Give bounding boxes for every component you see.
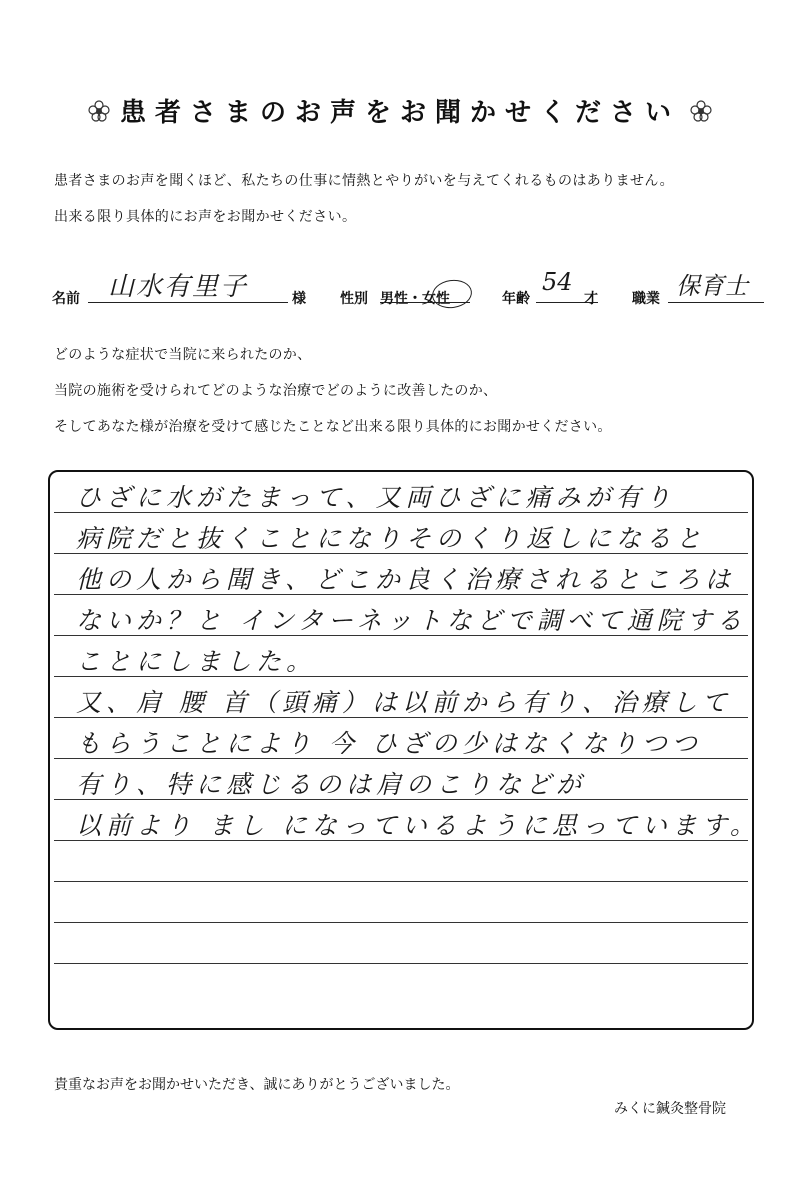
question-1: どのような症状で当院に来られたのか、 (54, 347, 312, 363)
patient-info-row (44, 268, 764, 312)
question-3: そしてあなた様が治療を受けて感じたことなど出来る限り具体的にお聞かせください。 (54, 419, 612, 435)
ruled-line (54, 881, 748, 882)
name-value: 山水有里子 (108, 272, 249, 302)
response-line: 有り、特に感じるのは肩のこりなどが (76, 770, 587, 799)
name-label: 名前 (52, 291, 80, 307)
job-underline (668, 302, 764, 303)
question-2: 当院の施術を受けられてどのような治療でどのように改善したのか、 (54, 383, 498, 399)
response-line: 又、肩 腰 首（頭痛）は以前から有り、治療して (76, 688, 732, 717)
gender-label: 性別 (340, 291, 368, 307)
job-value: 保育士 (676, 272, 748, 300)
ruled-line (54, 963, 748, 964)
response-line: 他の人から聞き、どこか良く治療されるところは (76, 565, 736, 594)
response-line: 以前より まし になっているように思っています。 (76, 811, 760, 840)
job-label: 職業 (632, 291, 660, 307)
response-box (48, 470, 760, 1030)
age-label: 年齢 (502, 291, 530, 307)
clinic-name: みくに鍼灸整骨院 (614, 1101, 726, 1117)
response-line: 病院だと抜くことになりそのくり返しになると (76, 524, 707, 553)
honorific: 様 (292, 291, 306, 307)
flower-icon (88, 100, 110, 122)
age-value: 54 (542, 268, 573, 296)
intro-line-2: 出来る限り具体的にお声をお聞かせください。 (54, 209, 357, 225)
response-line: ひざに水がたまって、又両ひざに痛みが有り (76, 483, 676, 512)
age-unit: 才 (584, 291, 598, 307)
response-line: もらうことにより 今 ひざの少はなくなりつつ (76, 729, 702, 758)
page-title: 患者さまのお声をお聞かせください (119, 98, 680, 128)
response-line: ないか？と インターネットなどで調べて通院する (76, 606, 747, 635)
footer-thanks: 貴重なお声をお聞かせいただき、誠にありがとうございました。 (54, 1077, 460, 1093)
page-title-row (60, 92, 740, 129)
gender-options: 男性・女性 (380, 291, 450, 307)
flower-icon (690, 100, 712, 122)
response-line: ことにしました。 (76, 647, 317, 676)
ruled-line (54, 922, 748, 923)
intro-line-1: 患者さまのお声を聞くほど、私たちの仕事に情熱とやりがいを与えてくれるものはありません。 (54, 173, 675, 189)
